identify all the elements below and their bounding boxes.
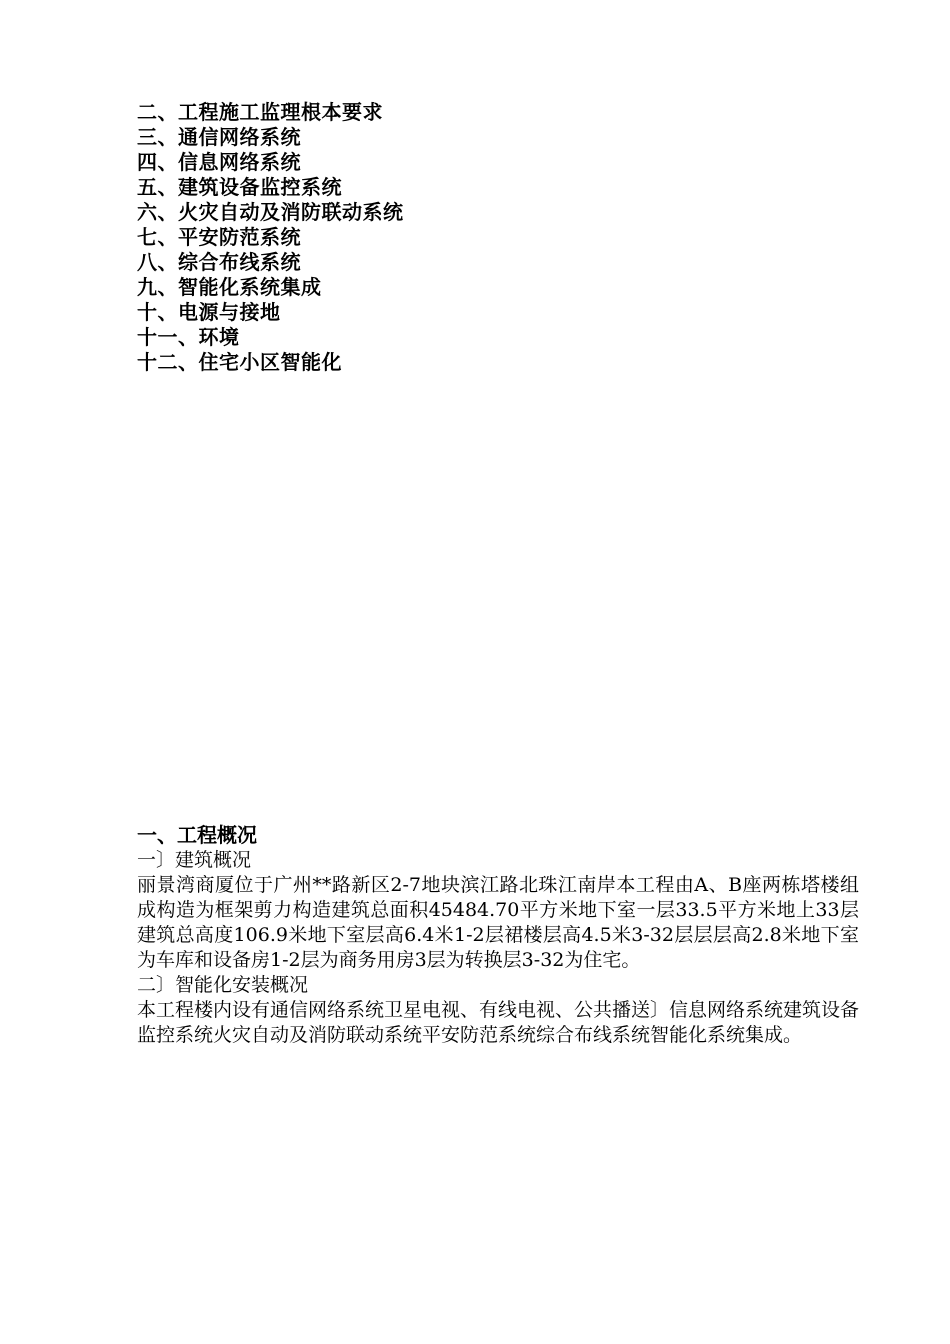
table-of-contents [137, 100, 837, 375]
toc-item-5: 五、建筑设备监控系统 [137, 175, 342, 199]
subsection-heading-building: 一〕建筑概况 [137, 849, 252, 871]
paragraph-intelligent-install: 本工程楼内设有通信网络系统卫星电视、有线电视、公共播送〕信息网络系统建筑设备监控系统火灾自动及消防联动系统平安防范系统综合布线系统智能化系统集成。 [137, 999, 860, 1046]
section-heading: 一、工程概况 [137, 823, 257, 847]
toc-item-6: 六、火灾自动及消防联动系统 [137, 200, 404, 224]
toc-item-10: 十、电源与接地 [137, 300, 281, 324]
toc-item-2: 二、工程施工监理根本要求 [137, 100, 383, 124]
subsection-heading-intelligent-install: 二〕智能化安装概况 [137, 974, 309, 996]
section-project-overview [137, 823, 867, 1048]
toc-item-3: 三、通信网络系统 [137, 125, 301, 149]
toc-item-4: 四、信息网络系统 [137, 150, 301, 174]
toc-item-7: 七、平安防范系统 [137, 225, 301, 249]
toc-item-9: 九、智能化系统集成 [137, 275, 322, 299]
paragraph-building-overview: 丽景湾商厦位于广州**路新区2-7地块滨江路北珠江南岸本工程由A、B座两栋塔楼组成构造为框架剪力构造建筑总面积45484.70平方米地下室一层33.5平方米地上33层建筑总高度106.9米地下室层高6.4米1-2层裙楼层高4.5米3-32层层层高2.8米地下室为车库和设备房1-2层为商务用房3层为转换层3-32为住宅。 [137, 874, 859, 971]
toc-item-12: 十二、住宅小区智能化 [137, 350, 342, 374]
toc-item-8: 八、综合布线系统 [137, 250, 301, 274]
toc-item-11: 十一、环境 [137, 325, 240, 349]
